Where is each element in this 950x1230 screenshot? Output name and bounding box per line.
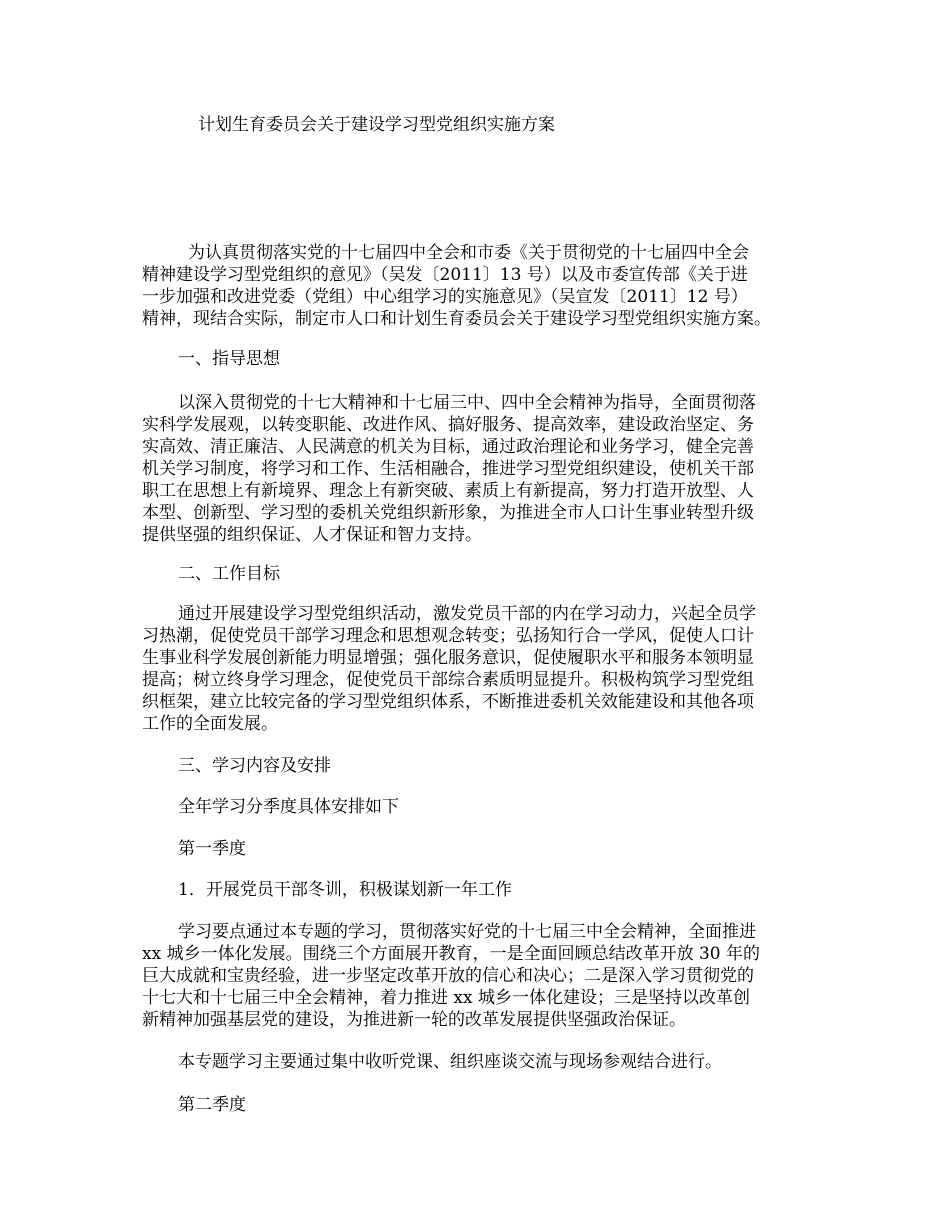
schedule-intro: 全年学习分季度具体安排如下 <box>178 797 399 817</box>
section2-line: 生事业科学发展创新能力明显增强；强化服务意识，促使履职水平和服务本领明显 <box>142 648 754 668</box>
intro-line: 为认真贯彻落实党的十七届四中全会和市委《关于贯彻党的十七届四中全会 <box>188 243 749 263</box>
section-heading: 一、指导思想 <box>178 349 280 369</box>
section2-line: 提高；树立终身学习理念，促使党员干部综合素质明显提升。积极构筑学习型党组 <box>142 670 754 690</box>
item-heading: 1．开展党员干部冬训，积极谋划新一年工作 <box>178 880 512 900</box>
document-title: 计划生育委员会关于建设学习型党组织实施方案 <box>198 115 555 135</box>
section2-line: 织框架，建立比较完备的学习型党组织体系，不断推进委机关效能建设和其他各项 <box>142 692 754 712</box>
q1-item1-line: 巨大成就和宝贵经验，进一步坚定改革开放的信心和决心；二是深入学习贯彻党的 <box>142 966 754 986</box>
section1-line: 本型、创新型、学习型的委机关党组织新形象，为推进全市人口计生事业转型升级 <box>142 503 754 523</box>
q1-item1-method: 本专题学习主要通过集中收听党课、组织座谈交流与现场参观结合进行。 <box>178 1052 722 1072</box>
intro-line: 精神，现结合实际，制定市人口和计划生育委员会关于建设学习型党组织实施方案。 <box>142 309 771 329</box>
intro-line: 一步加强和改进党委（党组）中心组学习的实施意见》（吴宣发〔2011〕12 号） <box>142 287 748 307</box>
section2-line: 通过开展建设学习型党组织活动，激发党员干部的内在学习动力，兴起全员学 <box>178 604 756 624</box>
quarter-heading: 第二季度 <box>178 1095 246 1115</box>
intro-line: 精神建设学习型党组织的意见》（吴发〔2011〕13 号）以及市委宣传部《关于进 <box>142 265 748 285</box>
q1-item1-line: 学习要点通过本专题的学习，贯彻落实好党的十七届三中全会精神，全面推进 <box>178 922 756 942</box>
section1-line: 以深入贯彻党的十七大精神和十七届三中、四中全会精神为指导，全面贯彻落 <box>178 393 756 413</box>
section1-line: 实科学发展观，以转变职能、改进作风、搞好服务、提高效率，建设政治坚定、务 <box>142 415 754 435</box>
q1-item1-line: 十七大和十七届三中全会精神，着力推进 xx 城乡一体化建设；三是坚持以改革创 <box>142 988 750 1008</box>
section2-line: 习热潮，促使党员干部学习理念和思想观念转变；弘扬知行合一学风，促使人口计 <box>142 626 754 646</box>
section1-line: 提供坚强的组织保证、人才保证和智力支持。 <box>142 525 482 545</box>
section-heading: 二、工作目标 <box>178 564 280 584</box>
section-heading: 三、学习内容及安排 <box>178 756 331 776</box>
q1-item1-line: 新精神加强基层党的建设，为推进新一轮的改革发展提供坚强政治保证。 <box>142 1010 686 1030</box>
section1-line: 机关学习制度，将学习和工作、生活相融合，推进学习型党组织建设，使机关干部 <box>142 459 754 479</box>
q1-item1-line: xx 城乡一体化发展。围绕三个方面展开教育，一是全面回顾总结改革开放 30 年的 <box>142 944 761 964</box>
section1-line: 实高效、清正廉洁、人民满意的机关为目标，通过政治理论和业务学习，健全完善 <box>142 437 754 457</box>
section2-line: 工作的全面发展。 <box>142 714 278 734</box>
quarter-heading: 第一季度 <box>178 839 246 859</box>
section1-line: 职工在思想上有新境界、理念上有新突破、素质上有新提高，努力打造开放型、人 <box>142 481 754 501</box>
